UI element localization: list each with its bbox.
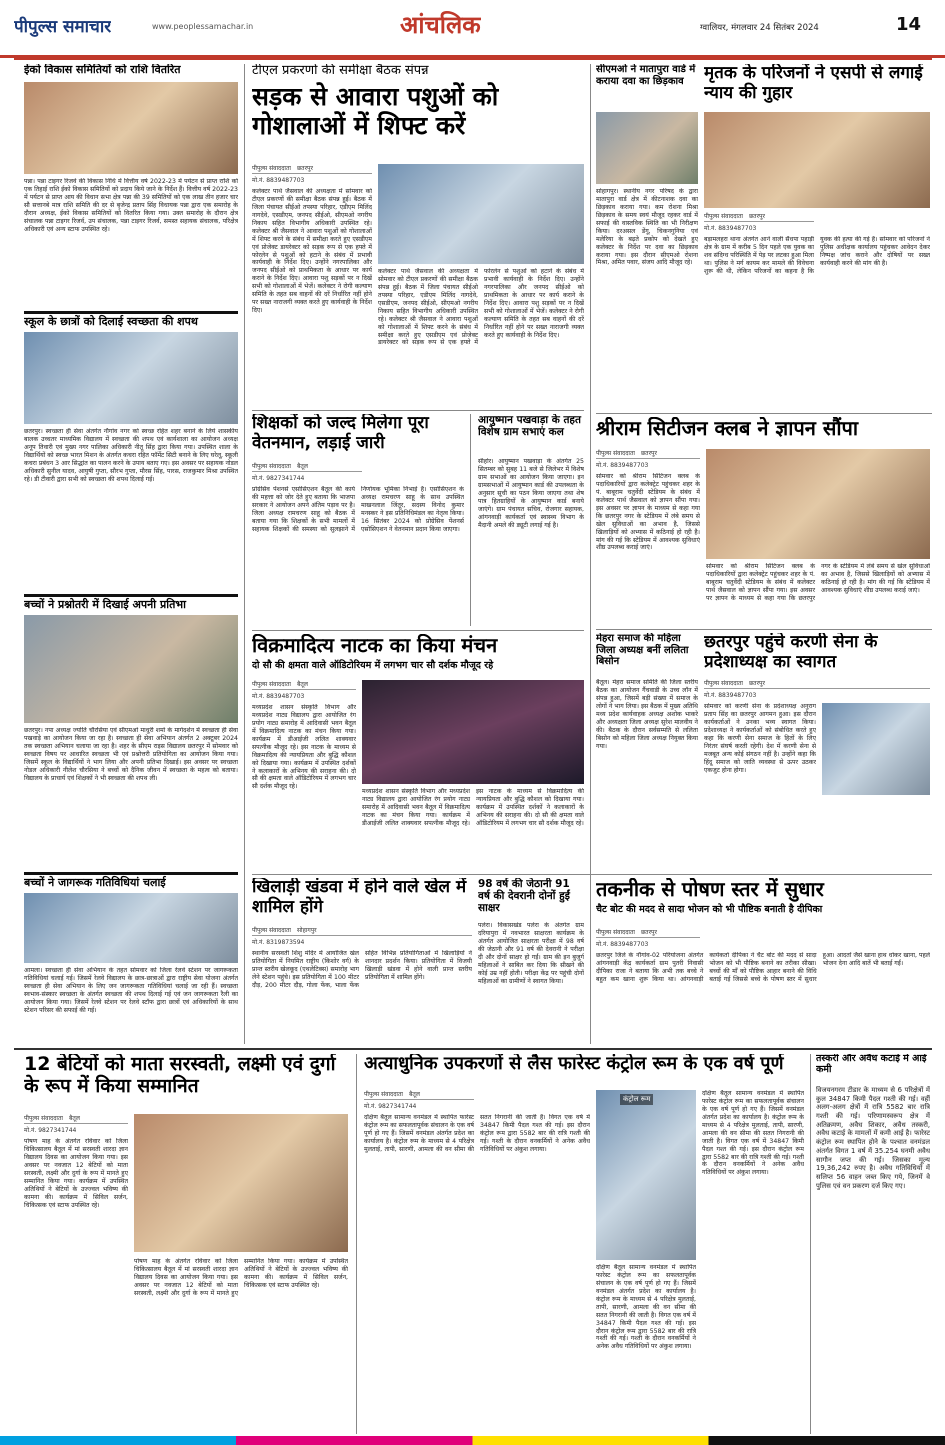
byline-place: बैतूल <box>296 681 308 688</box>
article-body-cont2: दक्षिण बैतूल सामान्य वनमंडल में स्थापित फारेस्ट कंट्रोल रूम का सफलतापूर्वक संचालन के एक वर्ष पूर्ण हो गए हैं। जिसमें वनमंडल अंतर्गत प्रदेश का कार्यालय है। कंट्रोल रूम के माध्यम से 4 परिक्षेत्र मुलताई, तापी, सारणी, आमला की वन सीमा की सतत निगरानी की जाती है। विगत एक वर्ष में 34847 किमी पैदल गश्त की गई। इस दौरान कंट्रोल रूम द्वारा 5582 बार की रात्रि गश्ती की गई। गश्ती के दौरान वनकर्मियों ने अनेक अवैध गतिविधियों पर अंकुश लगाया। <box>702 1090 804 1177</box>
article-body: पन्ना। पन्ना टाइगर रिजर्व की विकास निधि में वित्तीय वर्ष 2022-23 में पर्यटन से प्राप्त राशि को एक तिहाई राशि ईको विकास समितियों को प्रदाय किये जाने के निर्देश हैं। वित्तीय वर्ष 2022-23 में पर्यटन से प्राप्त आय की विधान सभा क्षेत्र पन्ना की 39 समितियों को एक लाख तीन हजार चार सौ सत्तानबे मात्र राशि समिति की दर से बृजेन्द्र प्रताप सिंह विधायक पन्ना द्वारा एक समारोह के दौरान अध्यक्ष, ईको विकास समितियों को वितरित किया गया। उक्त समारोह के दौरान क्षेत्र संचालक पन्ना टाइगर रिजर्व, उप संचालक, पन्ना टाइगर रिजर्व, समस्त सहायक संचालक, परिक्षेत्र अधिकारी एवं अन्य स्टाफ उपस्थित रहे। <box>24 178 238 233</box>
headline: खिलाड़ी खंडवा में होने वाले खेल में शामिल होंगे <box>252 878 467 917</box>
byline-place: छतरपुर <box>640 929 657 936</box>
headline: सड़क से आवारा पशुओं को गोशालाओं में शिफ्ट करें <box>252 81 499 140</box>
byline-place: छतरपुर <box>640 450 657 457</box>
article-body: पलेरा। विकासखंड पलेरा के अंतर्गत ग्राम दरियापुरा में नवभारत साक्षरता कार्यक्रम के अंतर्गत आयोजित साक्षरता परीक्षा में 98 वर्ष की जेठानी और 91 वर्ष की देवरानी ने परीक्षा दी और दोनों साक्षर हो गईं। ग्राम की इन बुजुर्ग महिलाओं ने साबित कर दिया कि सीखने की कोई उम्र नहीं होती। परीक्षा केंद्र पर पहुंची दोनों महिलाओं का ग्रामीणों ने स्वागत किया। <box>478 922 584 985</box>
byline <box>24 1114 128 1124</box>
photo <box>362 680 584 784</box>
photo <box>596 1090 696 1260</box>
article-body: स्थानीय सरस्वती शिशु मंदिर में आयोजित खेल प्रतियोगिता में नियमित राष्ट्रीय (किशोर वर्ग) के प्रान्त स्तरीय खेलकूद (एथलेटिक्स) समारोह भाग लेने स्टेशन पहुंचे। इस प्रतियोगिता में 100 मीटर दौड़, 200 मीटर दौड़, गोला फेंक, भाला फेंक सहित विभिन्न प्रतियोगिताओं में खिलाड़ियों ने शानदार प्रदर्शन किया। प्रतियोगिता में विजयी खिलाड़ी खंडवा में होने वाली प्रान्त स्तरीय प्रतियोगिता में शामिल होंगे। <box>252 950 472 989</box>
headline: शिक्षकों को जल्द मिलेगा पूरा वेतनमान, लड़ाई जारी <box>252 414 429 453</box>
photo <box>706 449 930 559</box>
article-ayushman <box>478 414 584 626</box>
byline-author: पीपुल्स संवाददाता <box>252 165 291 172</box>
byline-author: पीपुल्स संवाददाता <box>704 213 743 220</box>
article-body: बैतूल। मेहरा समाज समिति की जिला स्तरीय बैठक का आयोजन गैंचवाडी के उच्च लॉन में संपन्न हुआ, जिसमें बड़ी संख्या में समाज के लोगों ने भाग लिया। इस बैठक में मुख्य अतिथि मध्य प्रदेश कार्यवाहक अध्यक्ष अशोक भाकरे और अध्यक्षता जिला अध्यक्ष सुरेश मालवीय ने की। बैठक के दौरान सर्वसम्मति से ललिता बिसोन को महिला जिला अध्यक्ष नियुक्त किया गया। <box>596 679 698 750</box>
article-natak <box>252 634 584 870</box>
headline: मेहरा समाज की महिला जिला अध्यक्ष बनीं ललिता बिसोन <box>596 633 689 667</box>
article-swachhta <box>24 311 238 591</box>
photo <box>704 112 930 208</box>
article-body: सोमवार को करणी सेना के प्रदेशाध्यक्ष अनुराग प्रताप सिंह का छतरपुर आगमन हुआ। इस दौरान कार्यकर्ताओं ने उनका भव्य स्वागत किया। प्रदेशाध्यक्ष ने कार्यकर्ताओं को संबोधित करते हुए कहा कि करणी सेना समाज के हितों के लिए निरंतर संघर्ष करती रहेगी। देश में करणी सेना से मजबूत अन्य कोई संगठन नहीं है। उन्होंने कहा कि हिंदू समाज को जाति व्यवस्था से ऊपर उठकर एकजुट होना होगा। <box>704 703 816 774</box>
article-quiz <box>24 594 238 869</box>
byline <box>252 164 372 174</box>
article-sp <box>704 64 930 409</box>
headline: 12 बेटियों को माता सरस्वती, लक्ष्मी एवं दुर्गा के रूप में किया सम्मानित <box>24 1054 336 1097</box>
byline-mobile: मो.नं. 8319873594 <box>252 939 305 946</box>
photo <box>378 164 584 264</box>
brand-url: www.peoplessamachar.in <box>152 22 254 31</box>
photo <box>822 703 930 795</box>
article-body: बड़ामलहरा थाना अंतर्गत आने वाली सैंधपा पहाड़ी क्षेत्र के ग्राम में करीब 5 दिन पहले एक युवक का शव संदिग्ध परिस्थिति में पेड़ पर लटका हुआ मिला था। पुलिस ने मर्ग कायम कर मामले की विवेचना शुरू की थी, लेकिन परिजनों का कहना है कि युवक की हत्या की गई है। सोमवार को परिजनों ने पुलिस अधीक्षक कार्यालय पहुंचकर आवेदन देकर निष्पक्ष जांच कराने और दोषियों पर सख्त कार्यवाही करने की मांग की है। <box>704 236 930 275</box>
byline <box>596 928 700 938</box>
subhead: चैट बोट की मदद से सादा भोजन को भी पौष्टिक बनाती है दीपिका <box>596 904 823 915</box>
byline-mobile: मो.नं. 9827341744 <box>24 1127 77 1134</box>
byline <box>252 680 356 690</box>
byline <box>596 449 700 459</box>
byline-author: पीपुल्स संवाददाता <box>252 681 291 688</box>
article-body: आमला। स्वच्छता ही सेवा अभियान के तहत सोमवार को जिला रेलवे स्टेशन पर जागरूकता गतिविधियां चलाई गई। जिसमें रेलवे विद्यालय के छात्र-छात्राओं द्वारा राष्ट्रीय सेवा योजना अंतर्गत स्वच्छता ही सेवा अभियान के लिए जन जागरूकता गतिविधियां चलाई जा रही हैं। स्वच्छता स्वभाव-संस्कार स्वच्छता के अंतर्गत स्वच्छता की शपथ दिलाई गई एवं जन जागरूकता रैली का आयोजन किया गया। जिसमें रेलवे स्टेशन पर रेलवे स्टॉफ द्वारा छात्रों एवं अधिकारियों के साथ स्टेशन परिसर की सफाई की गई। <box>24 967 238 1014</box>
photo <box>24 615 238 723</box>
byline-author: पीपुल्स संवाददाता <box>252 463 291 470</box>
byline-place: सोहागपुर <box>296 927 317 934</box>
headline: छतरपुर पहुंचे करणी सेना के प्रदेशाध्यक्ष का स्वागत <box>704 633 878 672</box>
article-shriram <box>596 417 930 625</box>
article-body-cont: मध्यप्रदेश शासन संस्कृति विभाग और मध्यप्रदेश नाट्य विद्यालय द्वारा आयोजित रंग प्रयोग नाट्य समारोह में आदिवासी भवन बैतूल में विक्रमादित्य नाटक का मंचन किया गया। कार्यक्रम में डीआईजी ललित शाक्यवार सपत्नीक मौजूद रहे। इस नाटक के माध्यम से विक्रमादित्य की न्यायप्रियता और बुद्धि कौशल को दिखाया गया। कार्यक्रम में उपस्थित दर्शकों ने कलाकारों के अभिनय की सराहना की। दो सौ की क्षमता वाले ऑडिटोरियम में लगभग चार सौ दर्शक मौजूद रहे। <box>362 788 584 827</box>
article-illegal-cutting <box>816 1054 930 1434</box>
article-body-cont: कलेक्टर पार्थ जैसवाल की अध्यक्षता में सोमवार को टीएल प्रकरणों की समीक्षा बैठक संपन्न हुई। बैठक में जिला पंचायत सीईओ तपस्या परिहार, एडीएम मिलिंद नागदेवे, एसडीएम, जनपद सीईओ, सीएमओ नगरीय निकाय सहित विभागीय अधिकारी उपस्थित रहे। कलेक्टर श्री जैसवाल ने आवारा पशुओं को गोशालाओं में शिफ्ट करने के संबंध में समीक्षा करते हुए एसडीएम एवं प्रोजेक्ट डायरेक्टर को सड़क रूप से एक हफ्ते में फोरलेन से पशुओं को हटाने के संबंध में प्रभावी कार्यवाही के निर्देश दिए। उन्होंने नगरपालिका और जनपद सीईओ को प्राथमिकता के आधार पर कार्य कराने के निर्देश दिए। आवारा पशु सड़कों पर न दिखें सभी को गोशालाओं में भेजें। कलेक्टर ने रोगी कल्याण समिति के तहत सब वाहनों की दरें निर्धारित नहीं होने पर सख्त नाराजगी व्यक्त करते हुए कार्यवाही के निर्देश दिए। <box>378 268 584 347</box>
byline-author: पीपुल्स संवाददाता <box>596 450 635 457</box>
headline: स्कूल के छात्रों को दिलाई स्वच्छता की शपथ <box>24 315 198 328</box>
photo-caption: कंट्रोल रूम <box>620 1094 653 1105</box>
byline-place: छतरपुर <box>748 680 765 687</box>
article-mehra <box>596 633 698 869</box>
headline: विक्रमादित्य नाटक का किया मंचन <box>252 634 498 657</box>
byline <box>704 212 814 222</box>
article-body: कलेक्टर पार्थ जैसवाल की अध्यक्षता में सोमवार को टीएल प्रकरणों की समीक्षा बैठक संपन्न हुई। बैठक में जिला पंचायत सीईओ तपस्या परिहार, एडीएम मिलिंद नागदेवे, एसडीएम, जनपद सीईओ, सीएमओ नगरीय निकाय सहित विभागीय अधिकारी उपस्थित रहे। कलेक्टर श्री जैसवाल ने आवारा पशुओं को गोशालाओं में शिफ्ट करने के संबंध में समीक्षा करते हुए एसडीएम एवं प्रोजेक्ट डायरेक्टर को सड़क रूप से एक हफ्ते में फोरलेन से पशुओं को हटाने के संबंध में प्रभावी कार्यवाही के निर्देश दिए। उन्होंने नगरपालिका और जनपद सीईओ को प्राथमिकता के आधार पर कार्य कराने के निर्देश दिए। आवारा पशु सड़कों पर न दिखें सभी को गोशालाओं में भेजें। कलेक्टर ने रोगी कल्याण समिति के तहत सब वाहनों की दरें निर्धारित नहीं होने पर सख्त नाराजगी व्यक्त करते हुए कार्यवाही के निर्देश दिए। <box>252 188 372 315</box>
byline-mobile: मो.नं. 8839487703 <box>704 225 757 232</box>
headline: 98 वर्ष की जेठानी 91 वर्ष की देवरानी दोनों हुईं साक्षर <box>478 878 570 915</box>
byline <box>252 926 472 936</box>
byline <box>252 462 362 472</box>
article-body: मध्यप्रदेश शासन संस्कृति विभाग और मध्यप्रदेश नाट्य विद्यालय द्वारा आयोजित रंग प्रयोग नाट्य समारोह में आदिवासी भवन बैतूल में विक्रमादित्य नाटक का मंचन किया गया। कार्यक्रम में डीआईजी ललित शाक्यवार सपत्नीक मौजूद रहे। इस नाटक के माध्यम से विक्रमादित्य की न्यायप्रियता और बुद्धि कौशल को दिखाया गया। कार्यक्रम में उपस्थित दर्शकों ने कलाकारों के अभिनय की सराहना की। दो सौ की क्षमता वाले ऑडिटोरियम में लगभग चार सौ दर्शक मौजूद रहे। <box>252 704 356 791</box>
byline-mobile: मो.नं. 8839487703 <box>704 692 757 699</box>
dateline: ग्वालियर, मंगलवार 24 सितंबर 2024 <box>700 23 819 33</box>
article-eco <box>24 64 238 309</box>
article-body: विजयनगरम टीडार के माध्यम से 6 परिक्षेत्रों में कुल 34847 किमी पैदल गश्ती की गई। वहीं अलग-अलग क्षेत्रों में रात्रि 5582 बार रात्रि गश्ती की गई। परिणामस्वरूप क्षेत्र में अतिक्रमण, अवैध शिकार, अवैध तस्करी, अवैध कटाई के मामलों में कमी आई है। फारेस्ट कंट्रोल रूम स्थापित होने के पश्चात वनमंडल अंतर्गत विगत 1 वर्ष में 35.254 घनमी अवैध सागौन जप्त की गई। जिसका मूल्य 19,36,242 रुपए है। अवैध गतिविधियों में सलिप्त 56 वाहन जब्त किए गये, जिनमें वे पुलिस एवं वन प्रकरण दर्ज किए गए। <box>816 1086 930 1190</box>
photo <box>134 1114 348 1252</box>
article-body: छतरपुर जिले के नौगांव-02 परियोजना अंतर्गत आंगनवाड़ी केंद्र कार्यकर्ता ग्राम पुतरी निवासी दीपिका राजा ने बताया कि अभी तक बच्चे ने बहुत कम खाना शुरू किया था। आंगनवाड़ी कार्यकर्ता दीपिका ने चैट बोट की मदद से सादा भोजन को भी पौष्टिक बनाने का तरीका सीखा। बच्चों की माँ को पौष्टिक आहार बनाने की विधि बताई गई जिससे बच्चे के पोषण स्तर में सुधार हुआ। आदतों जैसे खाना हाथ धोकर खाना, पहले भोजन देना आदि बातें भी बताई गईं। <box>596 952 930 983</box>
byline-author: पीपुल्स संवाददाता <box>24 1115 63 1122</box>
print-registration-bar <box>0 1436 945 1445</box>
photo <box>24 82 238 174</box>
article-main <box>252 64 584 404</box>
headline: आयुष्मान पखवाड़ा के तहत विशेष ग्राम सभाएं कल <box>478 414 581 439</box>
photo <box>24 332 238 424</box>
headline: मृतक के परिजनों ने एसपी से लगाई न्याय की गुहार <box>704 64 923 103</box>
article-body-cont: सोमवार को श्रीराम सिटिजन क्लब के पदाधिकारियों द्वारा कलेक्ट्रेट पहुंचकर शहर के पं. बाबूराम चतुर्वेदी स्टेडियम के संबंध में कलेक्टर पार्थ जैसवाल को ज्ञापन सौंपा गया। इस अवसर पर ज्ञापन के माध्यम से कहा गया कि छतरपुर नगर के स्टेडियम में लंबे समय से खेल सुविधाओं का अभाव है, जिससे खिलाड़ियों को अभ्यास में कठिनाई हो रही है। मांग की गई कि स्टेडियम में आवश्यक सुविधाएं शीघ्र उपलब्ध कराई जाएं। <box>706 563 930 602</box>
byline-mobile: मो.नं. 8839487703 <box>252 177 305 184</box>
article-sanitation <box>596 64 698 409</box>
byline-mobile: मो.नं. 9827341744 <box>364 1103 417 1110</box>
section-title: आंचलिक <box>400 11 481 39</box>
byline-author: पीपुल्स संवाददाता <box>364 1091 403 1098</box>
byline-place: छतरपुर <box>296 165 313 172</box>
byline <box>364 1090 474 1100</box>
article-body: छतरपुर। नपा अध्यक्ष ज्योति चौरसिया एवं सीएमओ माधुरी शर्मा के मार्गदर्शन में स्वच्छता ही सेवा पखवाड़े का आयोजन किया जा रहा है। स्वच्छता ही सेवा अभियान अंतर्गत 2 अक्टूबर 2024 तक स्वच्छता अभियान चलाया जा रहा है। शहर के सीएम राइस विद्यालय छतरपुर में सोमवार को स्वच्छता विषय पर आधारित स्वच्छता भी एवं प्रश्नोत्तरी प्रतियोगिता का आयोजन किया गया। जिसमें स्कूल के विद्यार्थियों ने भाग लिया और अपनी प्रतिभा दिखाई। इस अवसर पर स्वच्छता नोडल अधिकारी नीलेश चौरसिया ने बच्चों को दैनिक जीवन में स्वच्छता के महत्व को बताया। विद्यालय के प्राचार्य एवं शिक्षकों ने भी स्वच्छता की शपथ ली। <box>24 727 238 782</box>
article-betiyan <box>24 1054 348 1434</box>
byline-author: पीपुल्स संवाददाता <box>596 929 635 936</box>
headline: सीएमओ ने मातापुरा वार्ड में कराया दवा का छिड़काव <box>596 64 696 87</box>
article-nutrition <box>596 878 930 1044</box>
headline: तकनीक से पोषण स्तर में सुधार <box>596 878 824 901</box>
byline-place: बैतूल <box>68 1115 80 1122</box>
article-jagruk <box>24 872 238 1042</box>
byline-place: छतरपुर <box>748 213 765 220</box>
byline-place: बैतूल <box>408 1091 420 1098</box>
article-literacy <box>478 878 584 1044</box>
byline-place: बैतूल <box>296 463 308 470</box>
byline-author: पीपुल्स संवाददाता <box>252 927 291 934</box>
brand-logo: पीपुल्स समाचार <box>14 17 112 37</box>
subhead: दो सौ की क्षमता वाले ऑडिटोरियम में लगभग चार सौ दर्शक मौजूद रहे <box>252 660 494 671</box>
article-body: दक्षिण बैतूल सामान्य वनमंडल में स्थापित फारेस्ट कंट्रोल रूम का सफलतापूर्वक संचालन के एक वर्ष पूर्ण हो गए हैं। जिसमें वनमंडल अंतर्गत प्रदेश का कार्यालय है। कंट्रोल रूम के माध्यम से 4 परिक्षेत्र मुलताई, तापी, सारणी, आमला की वन सीमा की सतत निगरानी की जाती है। विगत एक वर्ष में 34847 किमी पैदल गश्त की गई। इस दौरान कंट्रोल रूम द्वारा 5582 बार की रात्रि गश्ती की गई। गश्ती के दौरान वनकर्मियों ने अनेक अवैध गतिविधियों पर अंकुश लगाया। <box>364 1114 590 1153</box>
headline: तस्करी और अवैध कटाई में आई कमी <box>816 1054 927 1075</box>
byline-mobile: मो.नं. 8839487703 <box>252 693 305 700</box>
article-forest <box>364 1054 804 1434</box>
page-number: 14 <box>896 14 922 35</box>
headline: बच्चों ने जागरूक गतिविधियां चलाई <box>24 876 166 889</box>
headline: अत्याधुनिक उपकरणों से लैस फारेस्ट कंट्रोल रूम के एक वर्ष पूर्ण <box>364 1054 784 1074</box>
article-karni <box>704 633 930 869</box>
photo <box>24 893 238 963</box>
article-body: पोषण माह के अंतर्गत रविवार को जिला चिकित्सालय बैतूल में मां सरस्वती शारदा ज्ञान विद्यालय दिवस का आयोजन किया गया। इस अवसर पर नवजात 12 बेटियों को माता सरस्वती, लक्ष्मी और दुर्गा के रूप में मानते हुए सम्मानित किया गया। कार्यक्रम में उपस्थित अतिथियों ने बेटियों के उज्ज्वल भविष्य की कामना की। कार्यक्रम में सिविल सर्जन, चिकित्सक एवं स्टाफ उपस्थित रहे। <box>24 1138 128 1209</box>
article-teachers <box>252 414 464 626</box>
photo <box>596 112 698 184</box>
headline: बच्चों ने प्रश्नोतरी में दिखाई अपनी प्रतिभा <box>24 598 186 611</box>
article-body: सोमवार को श्रीराम सिटिजन क्लब के पदाधिकारियों द्वारा कलेक्ट्रेट पहुंचकर शहर के पं. बाबूराम चतुर्वेदी स्टेडियम के संबंध में कलेक्टर पार्थ जैसवाल को ज्ञापन सौंपा गया। इस अवसर पर ज्ञापन के माध्यम से कहा गया कि छतरपुर नगर के स्टेडियम में लंबे समय से खेल सुविधाओं का अभाव है, जिससे खिलाड़ियों को अभ्यास में कठिनाई हो रही है। मांग की गई कि स्टेडियम में आवश्यक सुविधाएं शीघ्र उपलब्ध कराई जाएं। <box>596 473 700 552</box>
article-body: प्रोग्रेसिव पेंशनर्स एसोसिएशन बैतूल की कार्य की महत्ता को जोर देते हुए बताया कि भाजपा सरकार ने आयोजन अपने अंतिम पड़ाव पर है। जिला अध्यक्ष रामचरण साहू को बैठक में बताया गया कि शिक्षकों के सभी मामलों में सहायक शिक्षकों की समस्या को सुलझाने में निर्णायक भूमिका निभाई है। एसोसिएशन के अध्यक्ष रामचरण साहू के साथ उपस्थित माखनलाल जिंतूर, सदस्य विनोद कुमार मनस्कर ने इस प्रतिनिधिमंडल का नेतृत्व किया। 16 सितंबर 2024 को प्रोग्रेसिव पेंशनर्स एसोसिएशन ने वेतनमान प्रदान किया जाएगा। <box>252 486 464 533</box>
article-body-cont: दक्षिण बैतूल सामान्य वनमंडल में स्थापित फारेस्ट कंट्रोल रूम का सफलतापूर्वक संचालन के एक वर्ष पूर्ण हो गए हैं। जिसमें वनमंडल अंतर्गत प्रदेश का कार्यालय है। कंट्रोल रूम के माध्यम से 4 परिक्षेत्र मुलताई, तापी, सारणी, आमला की वन सीमा की सतत निगरानी की जाती है। विगत एक वर्ष में 34847 किमी पैदल गश्त की गई। इस दौरान कंट्रोल रूम द्वारा 5582 बार की रात्रि गश्ती की गई। गश्ती के दौरान वनकर्मियों ने अनेक अवैध गतिविधियों पर अंकुश लगाया। <box>596 1264 696 1351</box>
masthead <box>0 0 945 58</box>
article-khandwa <box>252 878 472 1044</box>
byline-mobile: मो.नं. 8839487703 <box>596 462 649 469</box>
kicker: टीएल प्रकरणों की समीक्षा बैठक संपन्न <box>252 64 429 78</box>
article-body: सोहागपुर। स्थानीय नगर परिषद के द्वारा मातापुरा वार्ड क्षेत्र में कीटनाशक दवा का छिड़काव कराया गया। कम रोशना मिश्रा छिड़काव के समय स्वयं मौजूद रहकर वार्ड में सफाई की वास्तविक स्थिति का भी निरीक्षण किया। दरअसल डेंगू, चिकनगुनिया एवं मलेरिया के बढ़ते प्रकोप को देखते हुए कलेक्टर के निर्देश पर दवा का छिड़काव कराया गया। इस दौरान सीएमओ रोशना मिश्रा, अमित पवार, संजय आदि मौजूद रहे। <box>596 188 698 267</box>
byline-mobile: मो.नं. 9827341744 <box>252 475 305 482</box>
byline <box>704 679 930 689</box>
article-body-cont: पोषण माह के अंतर्गत रविवार को जिला चिकित्सालय बैतूल में मां सरस्वती शारदा ज्ञान विद्यालय दिवस का आयोजन किया गया। इस अवसर पर नवजात 12 बेटियों को माता सरस्वती, लक्ष्मी और दुर्गा के रूप में मानते हुए सम्मानित किया गया। कार्यक्रम में उपस्थित अतिथियों ने बेटियों के उज्ज्वल भविष्य की कामना की। कार्यक्रम में सिविल सर्जन, चिकित्सक एवं स्टाफ उपस्थित रहे। <box>134 1258 348 1297</box>
byline-mobile: मो.नं. 8839487703 <box>596 941 649 948</box>
article-body: छतरपुर। स्वच्छता ही सेवा अंतर्गत नौगांव नगर को स्वच्छ रहित शहर बनाने के लिये शासकीय बालक उच्चतर माध्यमिक विद्यालय में स्वच्छता की शपथ एवं कार्यशाला का आयोजन अध्यक्ष अनूप तिवारी एवं मुख्य नगर पालिका अधिकारी नीतू सिंह द्वारा किया गया। उपस्थित शाला के विद्यार्थियों को स्वच्छ भारत मिशन के अंतर्गत कचरा रहित फॉर्मेट सिटी बनाने के लिए घरेलू, स्कूली कचरा प्रबंधन 3 आर सिद्धांत का पालन करने के उपाय बताए गए। इस अवसर पर सहायक नोडल अधिकारी सुनील यादव, आयुषी गुप्ता, सौरभ गुप्ता, मौरस सिंह, पारस, राजकुमार मिश्रा उपस्थित रहे। डी टीवारी द्वारा सभी को स्वच्छता की शपथ दिलाई गई। <box>24 428 238 483</box>
byline-author: पीपुल्स संवाददाता <box>704 680 743 687</box>
article-body: सीहोर। आयुष्मान पखवाड़ा के अंतर्गत 25 सितम्बर को सुबह 11 बजे से जिलेभर में विशेष ग्राम सभाओं का आयोजन किया जाएगा। इन ग्रामसभाओं में आयुष्मान कार्ड की उपलब्धता के अनुसार सूची का पठन किया जाएगा तथा शेष पात्र हितग्राहियों के आयुष्मान कार्ड बनाये जाएंगे। ग्राम पंचायत सचिव, रोजगार सहायक, आंगनवाड़ी कार्यकर्ता एवं स्वास्थ्य विभाग के मैदानी अमले की ड्यूटी लगाई गई है। <box>478 458 584 529</box>
headline: श्रीराम सिटीजन क्लब ने ज्ञापन सौंपा <box>596 417 859 440</box>
headline: ईको विकास समितियों को राशि वितरित <box>24 64 181 76</box>
